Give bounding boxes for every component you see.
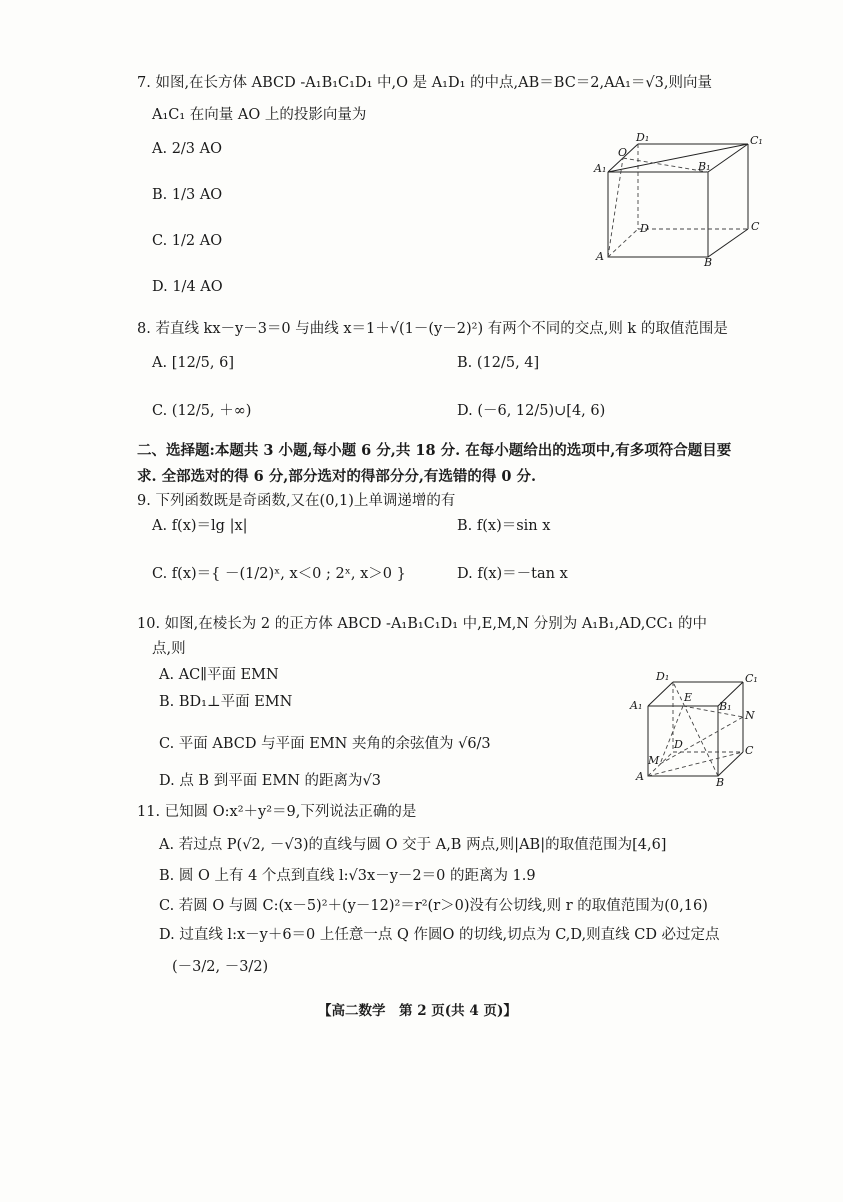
q9-option-a: A. f(x)＝lg |x| (152, 518, 248, 534)
q10-en-segment (683, 706, 743, 717)
q10-label-e: E (684, 691, 693, 704)
q11-stem: 11. 已知圆 O:x²＋y²＝9,下列说法正确的是 (137, 804, 417, 820)
q7-edge (708, 229, 748, 257)
q10-stem-line2: 点,则 (152, 641, 186, 657)
q10-ac-segment (648, 752, 743, 776)
q10-label-d1: D₁ (656, 670, 670, 683)
q7-label-a: A (596, 250, 604, 263)
q11-option-d-point: (－3/2, －3/2) (172, 959, 269, 975)
q9-stem: 9. 下列函数既是奇函数,又在(0,1)上单调递增的有 (137, 493, 456, 509)
q11-option-c: C. 若圆 O 与圆 C:(x－5)²＋(y－12)²＝r²(r＞0)没有公切线,则 r 的取值范围为(0,16) (159, 898, 708, 914)
q7-option-a: A. 2/3 AO (152, 141, 222, 157)
q10-label-c1: C₁ (745, 672, 758, 685)
q7-label-d1: D₁ (636, 131, 650, 144)
q7-label-d: D (640, 222, 649, 235)
q7-label-o: O (618, 146, 628, 159)
q10-bd1-segment (673, 682, 718, 776)
q7-option-b: B. 1/3 AO (152, 187, 223, 203)
q10-option-c: C. 平面 ABCD 与平面 EMN 夹角的余弦值为 √6/3 (159, 736, 491, 752)
q7-stem-line2: A₁C₁ 在向量 AO 上的投影向量为 (152, 107, 367, 123)
q10-option-a: A. AC∥平面 EMN (159, 667, 279, 683)
q11-option-d: D. 过直线 l:x－y＋6＝0 上任意一点 Q 作圆O 的切线,切点为 C,D,则直线 CD 必过定点 (159, 927, 720, 943)
q10-option-b: B. BD₁⊥平面 EMN (159, 694, 293, 710)
q8-option-d: D. (－6, 12/5)∪[4, 6) (457, 403, 606, 419)
q7-label-a1: A₁ (594, 162, 607, 175)
q10-option-d: D. 点 B 到平面 EMN 的距离为√3 (159, 773, 382, 789)
q10-stem-line1: 10. 如图,在棱长为 2 的正方体 ABCD -A₁B₁C₁D₁ 中,E,M,N 分别为 A₁B₁,AD,CC₁ 的中 (137, 616, 707, 632)
q10-em-segment (660, 706, 683, 764)
q7-label-b: B (704, 256, 713, 269)
q7-label-c: C (751, 220, 760, 233)
q7-front-face (608, 172, 708, 257)
q10-edge (648, 682, 673, 706)
q10-label-m: M (648, 754, 660, 767)
q11-option-b: B. 圆 O 上有 4 个点到直线 l:√3x－y－2＝0 的距离为 1.9 (159, 868, 536, 884)
q10-cube-figure (628, 668, 768, 788)
q10-label-d: D (674, 738, 683, 751)
q10-label-c: C (745, 744, 754, 757)
q7-ao-segment (608, 158, 623, 257)
q7-option-c: C. 1/2 AO (152, 233, 223, 249)
q8-option-b: B. (12/5, 4] (457, 355, 540, 371)
q10-label-n: N (745, 709, 755, 722)
q7-hidden-edge (608, 229, 638, 257)
q10-label-a: A (636, 770, 644, 783)
section2-heading-line2: 求. 全部选对的得 6 分,部分选对的得部分分,有选错的得 0 分. (137, 468, 537, 485)
q7-a1c1-segment (608, 144, 748, 172)
q7-option-d: D. 1/4 AO (152, 279, 223, 295)
q7-stem-line1: 7. 如图,在长方体 ABCD -A₁B₁C₁D₁ 中,O 是 A₁D₁ 的中点,AB＝BC＝2,AA₁＝√3,则向量 (137, 75, 712, 91)
q10-label-a1: A₁ (630, 699, 643, 712)
page-footer: 【高二数学 第 2 页(共 4 页)】 (318, 1003, 517, 1019)
q9-option-d: D. f(x)＝－tan x (457, 566, 568, 582)
q7-label-c1: C₁ (750, 134, 763, 147)
q8-stem: 8. 若直线 kx－y－3＝0 与曲线 x＝1＋√(1－(y－2)²) 有两个不同的交点,则 k 的取值范围是 (137, 321, 728, 337)
q10-mn-segment (660, 717, 743, 764)
q7-label-b1: B₁ (698, 160, 711, 173)
q10-label-b: B (716, 776, 725, 789)
q8-option-a: A. [12/5, 6] (152, 355, 235, 371)
section2-heading-line1: 二、选择题:本题共 3 小题,每小题 6 分,共 18 分. 在每小题给出的选项中,有多项符合题目要 (137, 442, 732, 459)
q11-option-a: A. 若过点 P(√2, －√3)的直线与圆 O 交于 A,B 两点,则|AB|的取值范围为[4,6] (159, 837, 667, 853)
q10-label-b1: B₁ (719, 700, 732, 713)
q7-cuboid-figure (590, 132, 765, 267)
q9-option-c: C. f(x)＝{ －(1/2)ˣ, x＜0 ; 2ˣ, x＞0 } (152, 566, 406, 582)
q9-option-b: B. f(x)＝sin x (457, 518, 551, 534)
q8-option-c: C. (12/5, ＋∞) (152, 403, 252, 419)
